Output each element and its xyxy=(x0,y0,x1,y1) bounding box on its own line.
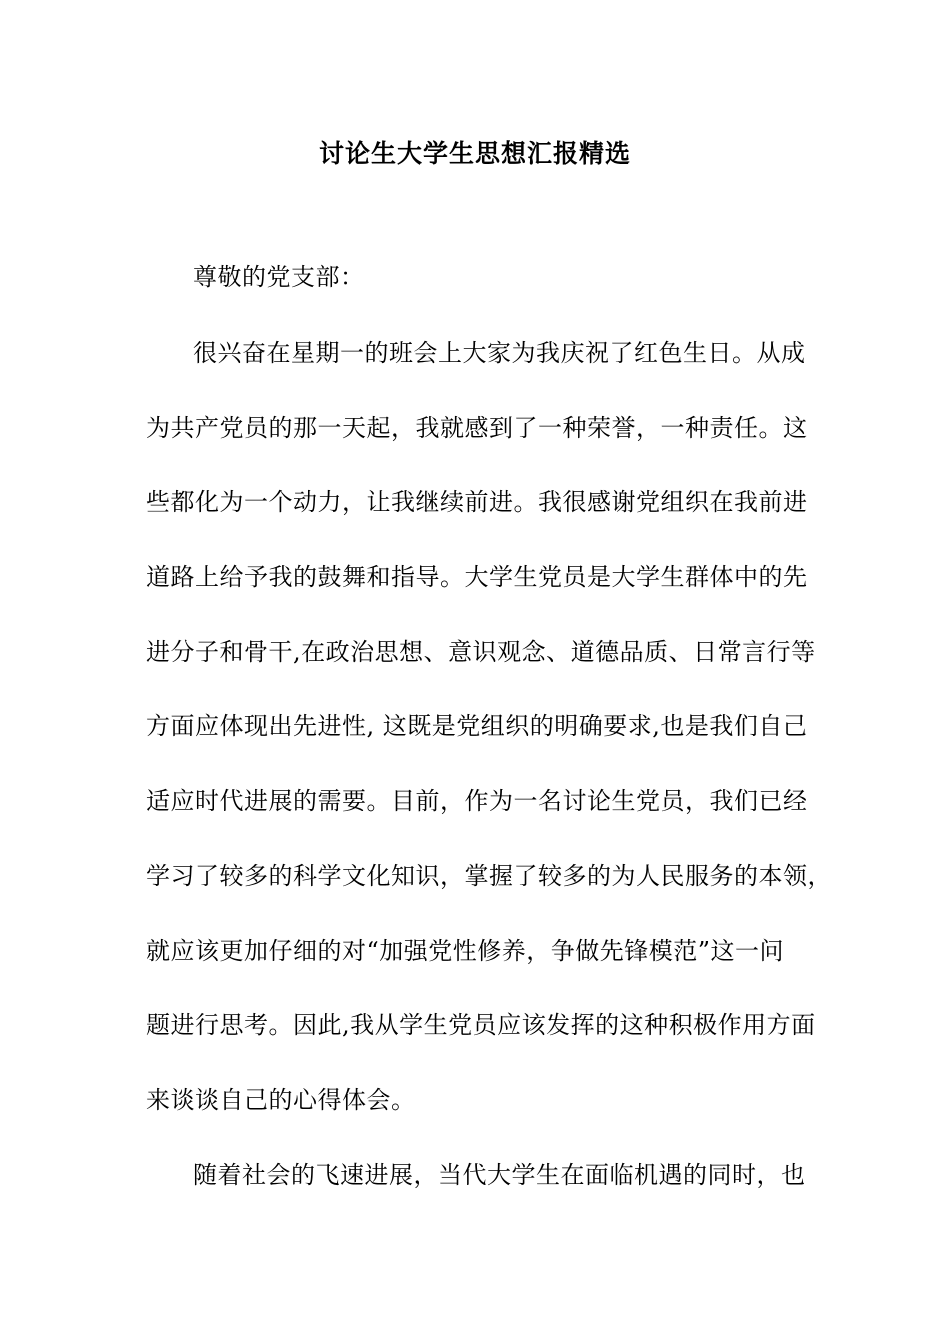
paragraph-line: 来谈谈自己的心得体会。 xyxy=(146,1086,416,1114)
paragraph-line: 道路上给予我的鼓舞和指导。大学生党员是大学生群体中的先 xyxy=(146,563,808,591)
salutation: 尊敬的党支部： xyxy=(193,263,365,291)
paragraph-line: 方面应体现出先进性, 这既是党组织的明确要求,也是我们自己 xyxy=(146,712,808,740)
paragraph-line: 题进行思考。因此,我从学生党员应该发挥的这种积极作用方面 xyxy=(146,1011,816,1039)
paragraph-line: 些都化为一个动力，让我继续前进。我很感谢党组织在我前进 xyxy=(146,488,808,516)
paragraph-line: 很兴奋在星期一的班会上大家为我庆祝了红色生日。从成 xyxy=(193,339,806,367)
paragraph-line: 随着社会的飞速进展，当代大学生在面临机遇的同时，也 xyxy=(193,1161,806,1189)
paragraph-line: 学习了较多的科学文化知识，掌握了较多的为人民服务的本领， xyxy=(146,862,832,890)
paragraph-line: 为共产党员的那一天起，我就感到了一种荣誉，一种责任。这 xyxy=(146,414,808,442)
paragraph-line: 适应时代进展的需要。目前，作为一名讨论生党员，我们已经 xyxy=(146,787,808,815)
paragraph-line: 进分子和骨干,在政治思想、意识观念、道德品质、日常言行等 xyxy=(146,638,816,666)
paragraph-line: 就应该更加仔细的对“加强党性修养，争做先锋模范”这一问 xyxy=(146,937,785,965)
document-title: 讨论生大学生思想汇报精选 xyxy=(318,139,631,168)
